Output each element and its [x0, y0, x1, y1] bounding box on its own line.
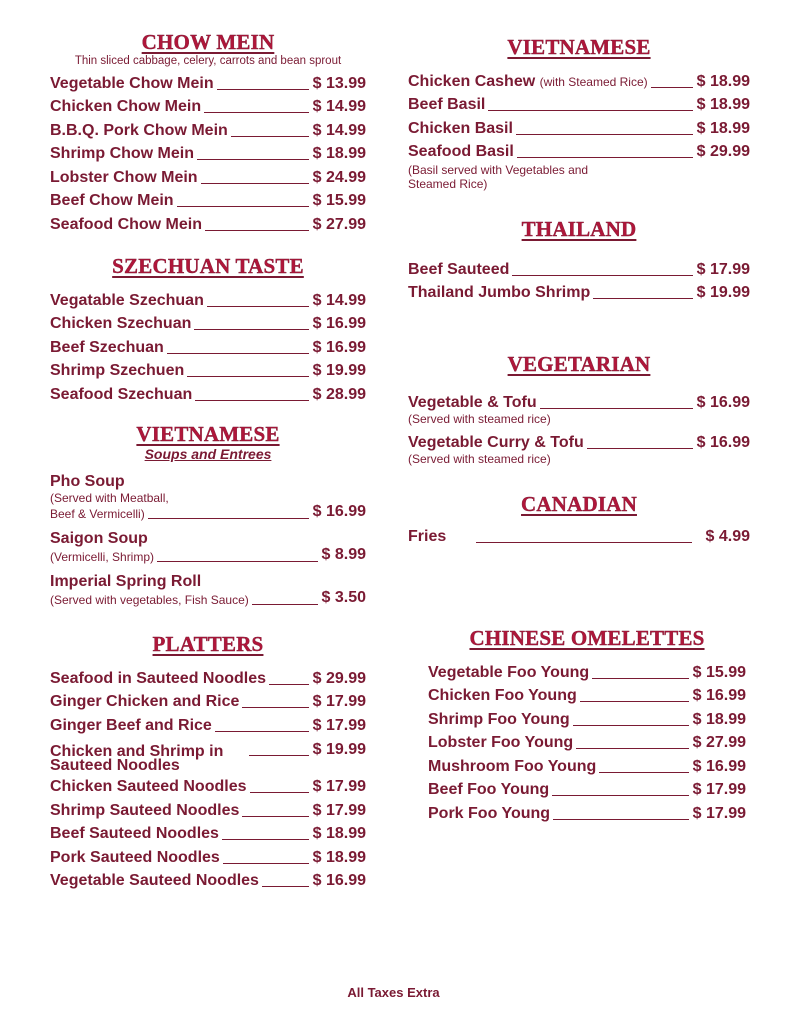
menu-item: [50, 820, 366, 844]
section-title: VEGETARIAN: [507, 352, 651, 376]
dot-leader: [573, 725, 689, 726]
dot-leader: [249, 755, 309, 756]
section-vietnamese-soups: [50, 422, 366, 615]
menu-item: [50, 69, 366, 93]
item-name: Vegetable Sauteed Noodles: [50, 872, 259, 889]
dot-leader: [215, 731, 309, 732]
menu-item: [50, 688, 366, 712]
item-price: $ 16.99: [312, 315, 366, 332]
item-detail: (Served with Meatball,: [50, 491, 169, 505]
dot-leader: [205, 230, 309, 231]
dot-leader: [195, 400, 308, 401]
menu-item: [50, 357, 366, 381]
menu-item: [50, 796, 366, 820]
item-price: $ 3.50: [321, 589, 366, 606]
section-title: SZECHUAN TASTE: [112, 254, 304, 278]
dot-leader: [148, 518, 309, 519]
section-title: PLATTERS: [152, 632, 264, 656]
item-row: [50, 548, 366, 564]
menu-item: [50, 333, 366, 357]
dot-leader: [222, 839, 309, 840]
item-price: $ 18.99: [312, 848, 366, 866]
item-list: [408, 522, 750, 546]
dot-leader: [242, 816, 308, 817]
menu-item: [50, 664, 366, 688]
menu-item: [428, 776, 746, 800]
item-name: Chicken Sauteed Noodles: [50, 778, 247, 795]
item-name: Chicken and Shrimp in Sauteed Noodles: [50, 742, 224, 774]
item-price: $ 17.99: [312, 716, 366, 734]
item-name: Mushroom Foo Young: [428, 757, 597, 775]
item-name-text: Chicken Cashew: [408, 72, 536, 90]
item-list: [408, 67, 750, 161]
dot-leader: [553, 819, 689, 820]
item-price: $ 18.99: [312, 145, 366, 162]
item-price: $ 16.99: [696, 394, 750, 411]
item-list: [50, 286, 366, 404]
item-row: [50, 591, 366, 607]
dot-leader: [599, 772, 688, 773]
menu-item: [408, 91, 750, 115]
dot-leader: [552, 795, 688, 796]
item-price: $ 18.99: [692, 710, 746, 728]
menu-item: [428, 658, 746, 682]
item-list: [408, 255, 750, 302]
section-canadian: [408, 492, 750, 546]
item-price: $ 29.99: [312, 669, 366, 687]
section-title: CHOW MEIN: [141, 30, 275, 54]
footer-note: All Taxes Extra: [347, 985, 440, 1000]
dot-leader: [187, 376, 308, 377]
section-title: VIETNAMESE: [136, 422, 280, 446]
menu-item: [428, 705, 746, 729]
item-list: [408, 392, 750, 466]
section-platters: [50, 632, 366, 890]
item-row: [50, 505, 366, 521]
menu-item: [50, 773, 366, 797]
item-price: $ 16.99: [692, 687, 746, 704]
item-name: Lobster Foo Young: [428, 734, 574, 751]
dot-leader: [592, 678, 688, 679]
item-name: Seafood in Sauteed Noodles: [50, 669, 267, 687]
item-price: $ 17.99: [312, 693, 366, 710]
item-name: Ginger Beef and Rice: [50, 716, 212, 734]
menu-item: [50, 116, 366, 140]
menu-item: [50, 310, 366, 334]
section-note: Steamed Rice): [408, 177, 488, 191]
item-price: $ 14.99: [312, 98, 366, 115]
dot-leader: [231, 136, 309, 137]
item-price: $ 18.99: [312, 825, 366, 842]
item-name: Imperial Spring Roll: [50, 573, 202, 590]
item-name: Beef Foo Young: [428, 781, 550, 798]
dot-leader: [217, 89, 309, 90]
item-name: Chicken Chow Mein: [50, 98, 202, 115]
item-price: $ 16.99: [696, 434, 750, 451]
item-list: [428, 658, 746, 823]
section-title: CHINESE OMELETTES: [469, 626, 705, 650]
item-name: Seafood Szechuan: [50, 385, 193, 403]
menu-item: [428, 799, 746, 823]
menu-item: [50, 867, 366, 891]
dot-leader: [269, 684, 309, 685]
item-price: $ 24.99: [312, 168, 366, 186]
menu-item: [408, 392, 750, 426]
item-name: Pork Foo Young: [428, 804, 551, 822]
item-name: Shrimp Szechuen: [50, 362, 185, 379]
item-name: Lobster Chow Mein: [50, 168, 198, 186]
item-name: Pork Sauteed Noodles: [50, 848, 220, 866]
section-title: THAILAND: [521, 217, 637, 241]
item-price: $ 17.99: [692, 804, 746, 822]
item-price: $ 17.99: [692, 781, 746, 798]
item-name: Saigon Soup: [50, 530, 148, 547]
menu-item: [428, 752, 746, 776]
item-price: $ 29.99: [696, 143, 750, 160]
menu-item: [408, 138, 750, 162]
dot-leader: [576, 748, 688, 749]
dot-leader: [587, 448, 693, 449]
item-name: Shrimp Foo Young: [428, 710, 570, 728]
menu-item: [408, 432, 750, 466]
item-price: $ 16.99: [692, 757, 746, 775]
dot-leader: [262, 886, 309, 887]
menu-item: [50, 140, 366, 164]
section-title: CANADIAN: [521, 492, 637, 516]
item-name: B.B.Q. Pork Chow Mein: [50, 121, 228, 139]
menu-item: [50, 210, 366, 234]
item-name: Vegetable Curry & Tofu: [408, 434, 584, 451]
menu-item: [428, 682, 746, 706]
dot-leader: [223, 863, 309, 864]
menu-item: [50, 529, 366, 564]
item-price: $ 16.99: [312, 872, 366, 889]
item-name: Chicken Szechuan: [50, 315, 192, 332]
dot-leader: [593, 298, 692, 299]
menu-item: [408, 522, 750, 546]
item-name: Beef Chow Mein: [50, 192, 174, 209]
section-title: VIETNAMESE: [507, 35, 651, 59]
dot-leader: [250, 792, 309, 793]
item-name: Vegetable Foo Young: [428, 663, 590, 681]
menu-item: [50, 286, 366, 310]
menu-item: [408, 67, 750, 91]
item-list: [50, 664, 366, 890]
menu-item: [50, 472, 366, 521]
item-name: Chicken Foo Young: [428, 687, 577, 704]
section-vegetarian: [408, 352, 750, 466]
dot-leader: [157, 561, 318, 562]
item-price: $ 27.99: [692, 734, 746, 751]
item-detail: (Vermicelli, Shrimp): [50, 550, 155, 564]
menu-item: [50, 93, 366, 117]
item-name: Shrimp Chow Mein: [50, 145, 194, 162]
menu-item: [428, 729, 746, 753]
item-name: Pho Soup: [50, 473, 125, 490]
dot-leader: [177, 206, 309, 207]
item-price: $ 14.99: [312, 121, 366, 139]
item-name: Shrimp Sauteed Noodles: [50, 801, 240, 819]
item-detail: (Served with steamed rice): [408, 452, 551, 466]
item-price: $ 17.99: [312, 778, 366, 795]
item-name: Ginger Chicken and Rice: [50, 693, 240, 710]
item-name: Beef Basil: [408, 96, 486, 113]
dot-leader: [242, 707, 308, 708]
dot-leader: [512, 275, 692, 276]
item-price: $ 15.99: [312, 192, 366, 209]
item-price: $ 17.99: [312, 801, 366, 819]
item-price: $ 17.99: [696, 260, 750, 278]
item-price: $ 16.99: [312, 503, 366, 520]
item-list: [50, 69, 366, 234]
item-detail: (Served with vegetables, Fish Sauce): [50, 593, 249, 607]
item-price: $ 27.99: [312, 215, 366, 233]
item-name: Vegetable & Tofu: [408, 394, 537, 411]
section-chow-mein: [50, 30, 366, 234]
item-name: Fries: [408, 527, 447, 545]
dot-leader: [197, 159, 309, 160]
dot-leader: [204, 112, 308, 113]
section-subtitle: Soups and Entrees: [144, 446, 272, 462]
item-detail: (Served with steamed rice): [408, 412, 551, 426]
item-price: $ 13.99: [312, 74, 366, 92]
dot-leader: [488, 110, 692, 111]
section-subtitle: Thin sliced cabbage, celery, carrots and bean sprout: [74, 55, 342, 67]
dot-leader: [201, 183, 309, 184]
item-name: Beef Szechuan: [50, 338, 164, 356]
menu-item: [50, 572, 366, 607]
dot-leader: [540, 408, 693, 409]
item-name: [408, 73, 648, 91]
item-name: Seafood Basil: [408, 143, 514, 160]
item-price: $ 19.99: [312, 740, 366, 758]
item-row: [408, 432, 750, 452]
item-price: $ 28.99: [312, 385, 366, 403]
item-price: $ 18.99: [696, 96, 750, 113]
item-list: [50, 472, 366, 607]
menu-item: [50, 163, 366, 187]
item-price: $ 18.99: [696, 72, 750, 90]
item-price: $ 14.99: [312, 291, 366, 309]
dot-leader: [194, 329, 308, 330]
dot-leader: [207, 306, 309, 307]
item-note: (with Steamed Rice): [539, 74, 648, 89]
section-szechuan: [50, 254, 366, 404]
menu-item: [50, 843, 366, 867]
menu-item: [50, 187, 366, 211]
item-name: Beef Sauteed: [408, 260, 510, 278]
dot-leader: [476, 542, 691, 543]
item-name: Beef Sauteed Noodles: [50, 825, 219, 842]
item-price: $ 15.99: [692, 663, 746, 681]
dot-leader: [252, 604, 318, 605]
item-name: Seafood Chow Mein: [50, 215, 202, 233]
dot-leader: [580, 701, 689, 702]
item-price: $ 8.99: [321, 546, 366, 563]
item-price: $ 18.99: [696, 119, 750, 137]
item-name: Thailand Jumbo Shrimp: [408, 284, 591, 301]
item-price: $ 4.99: [705, 527, 750, 545]
item-price: $ 19.99: [312, 362, 366, 379]
dot-leader: [516, 134, 693, 135]
item-price: $ 19.99: [696, 284, 750, 301]
item-name: Vegatable Szechuan: [50, 291, 204, 309]
menu-item: [50, 380, 366, 404]
section-note: (Basil served with Vegetables and: [408, 163, 589, 177]
dot-leader: [651, 87, 693, 88]
menu-item: [408, 255, 750, 279]
dot-leader: [167, 353, 309, 354]
item-name: Chicken Basil: [408, 119, 513, 137]
section-vietnamese: [408, 35, 750, 191]
item-row: [408, 392, 750, 412]
section-thailand: [408, 217, 750, 302]
menu-item: [50, 711, 366, 735]
menu-item: [408, 114, 750, 138]
dot-leader: [517, 157, 693, 158]
item-name: Vegetable Chow Mein: [50, 74, 214, 92]
item-price: $ 16.99: [312, 338, 366, 356]
menu-item: [408, 279, 750, 303]
menu-item: [50, 735, 366, 773]
section-chinese-omelettes: [428, 626, 746, 823]
item-detail: Beef & Vermicelli): [50, 507, 145, 521]
